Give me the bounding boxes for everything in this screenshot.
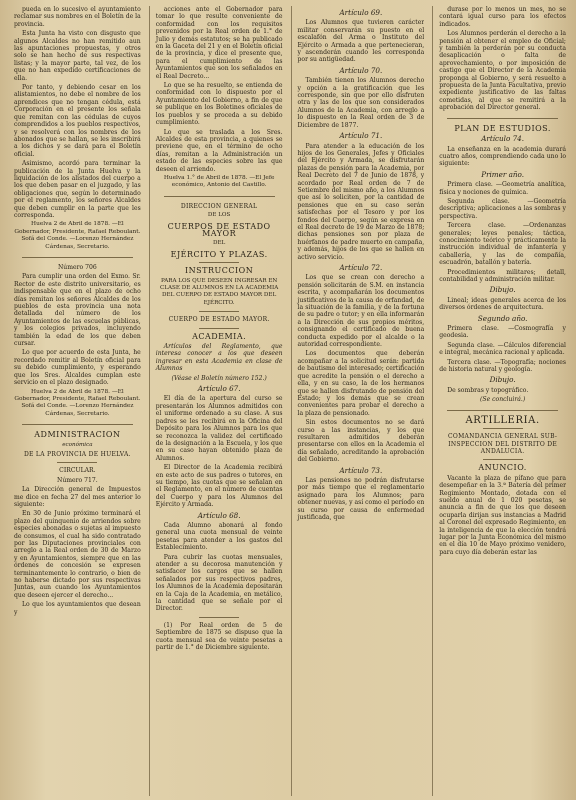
- paragraph: Las pensiones no podrán disfrutarse por más tiempo que el reglamentario asignado para los Alumnos; para obtener nuevas, y así como el período en su curso por causa de enfermedad justificada, que: [297, 476, 425, 521]
- divider: [447, 118, 558, 119]
- section-heading: ADMINISTRACION: [34, 430, 121, 440]
- paragraph: Los Alumnos perderán el derecho a la pensión al obtener el empleo de Oficial; y también la perderán por su conducta desaplicación o falta de aprovechamiento, o por imposición de castigo que el Director de la Academia proponga al Gobierno, y será resuelto a propuesta de la Junta Facultativa, previo expediente justificativo de las faltas cometidas, al que se remitirá a la aprobación del Director general.: [439, 30, 566, 112]
- paragraph: Por tanto, y debiendo cesar en los alistamientos, no debe el nombre de los aprendices que no tengan cédula, está Corporación en el presente los señala que remitan con las cédulas de cuyos comprendidos a los pueblos respectivos, y se resolverá con los nombres de los abonados que se hallan, se les inscribirá a los dichos y se dará para el Boletín oficial.: [14, 84, 141, 158]
- paragraph: Lo que se traslada a los Sres. Alcaldes de esta provincia, a quienes se previene que, en el término de ocho días, remitan a la Administración un estado de las especies sobre las que deseen el arriendo.: [155, 128, 283, 173]
- direction-heading: CUERPOS DE ESTADO MAYOR: [167, 221, 271, 238]
- paragraph: La Dirección general de Impuestos me dice en fecha 27 del mes anterior lo siguiente:: [14, 486, 141, 508]
- article-heading: Artículo 70.: [339, 65, 383, 75]
- signature-block: Huelva 1.° de Abril de 1878. —El Jefe económico, Antonio del Castillo.: [163, 174, 275, 189]
- reference-note: (Véase el Boletín número 152.): [171, 374, 267, 382]
- class-item: Procedimientos militares; detall, contabilidad y administración militar.: [439, 268, 566, 283]
- circular-label: CIRCULAR.: [59, 467, 96, 475]
- paragraph: En 30 de Junio próximo terminará el plazo del quinquenio de arriendos sobre especies abonadas o sujetas al impuesto de consumos, el cual ha sido contratado por las Diputaciones provinciales con arreglo a la Real orden de 30 de Marzo y en Ayuntamientos, siempre que en las órdenes de concesión se expresen terminantemente lo contrario, o bien de no haberse dictado por sus respectivas Juntas, aun cuando los Ayuntamientos que deseen ejercer el derecho...: [14, 510, 141, 599]
- column-4: [432, 6, 566, 796]
- paragraph: Los que se crean con derecho a pensión solicitarán de S.M. en instancia escrita, y acompañarán los documentos justificativos de la causa de orfandad, de la situación de la familia, y de la fortuna de su padre o tutor; y en ella informarán a la Dirección de sus propios méritos, consignando el certificado de buena conducta expedido por el alcalde o la autoridad correspondiente.: [297, 274, 425, 349]
- paragraph: Vacante la plaza de pífano que para desempeñar en la 3.ª Batería del primer Regimiento Montado, dotada con el sueldo anual de 1 020 pesetas, se anuncia a fin de que los que deseen ocuparla dirijan sus instancias a Madrid al Coronel del expresado Regimiento, en la inteligencia de que la elección tendrá lugar por la Junta Económica del mismo en el día 10 de Mayo próximo venidero, para cuyo día deberán estar las: [439, 474, 566, 556]
- divider: [199, 311, 239, 312]
- paragraph: El Director de la Academia recibirá en este acto de sus padres o tutores, en su tiempo, las cuotas que se señalan en el Reglamento, en el número de cuentas del Cuerpo y para los Alumnos del Ejército y Armada.: [155, 464, 283, 509]
- article-heading: Artículo 74.: [481, 134, 525, 144]
- divider: [483, 459, 523, 460]
- subject-heading: Dibujo.: [489, 285, 516, 295]
- paragraph: Para atender a la educación de los hijos de los Generales, Jefes y Oficiales del Ejército y Armada, se disfrutarán plazas de pensión para la Academia, por Real Decreto del 7 de Junio de 1878, y acordado por Real orden de 7 de Setiembre del mismo año, a los Alumnos que así lo soliciten, por la cantidad de pensiones que en su caso serán satisfechas por el Tesoro y por los fondos del Cuerpo, según se expresa en el Real decreto de 19 de Marzo de 1878; dichas pensiones son por plaza de huérfanos de padre muerto en campaña, y además, hijos de los que se hallen en activo servicio.: [297, 142, 425, 261]
- paragraph: Lo que por acuerdo de esta Junta, he recordado remitir al Boletín oficial para su debido cumplimiento, y esperando que los Sres. Alcaldes cumplan este servicio en el plazo designado.: [14, 349, 141, 387]
- paragraph: También tienen los Alumnos derecho y opción a la gratificación que les corresponde, sin que por ello disfruten otra y las de los que son considerados Alumnos de la Academia, con arreglo a lo dispuesto en la Real orden de 3 de Diciembre de 1877.: [297, 77, 425, 129]
- academy-heading: ACADEMIA.: [192, 331, 247, 341]
- divider: [57, 462, 97, 463]
- divider: [199, 328, 239, 329]
- paragraph: Para cumplir una orden del Exmo. Sr. Rector de este distrito universitario, es indispensable que en el plazo de ocho días remitan los señores Alcaldes de los pueblos de esta provincia una nota detallada del número de los Ayuntamientos de las escuelas públicas, y los colegios privados, incluyendo también la edad de los que deben cursar.: [14, 273, 141, 348]
- paragraph: El día de la apertura del curso se presentarán los Alumnos admitidos con el uniforme ordenado a su clase. A sus padres se les recibirá en la Oficina del Depósito para los Alumnos para los que se reconozca la validez del certificado de la designación a la Escuela, y los que en su caso hayan obtenido plaza de Alumnos.: [155, 395, 283, 462]
- paragraph: Los Alumnos que tuvieren carácter militar conservarán su puesto en el escalafón del Arma o Instituto del Ejército o Armada a que pertenecieran, y ascenderán cuando les corresponda por su antigüedad.: [297, 19, 425, 64]
- paragraph: Lo que se ha resuelto, se entienda de conformidad con lo dispuesto por el Ayuntamiento del Gobierno, a fin de que se publique en los Boletines oficiales de los pueblos y se proceda a su debido cumplimiento.: [155, 82, 283, 127]
- command-heading: COMANDANCIA GENERAL SUB-INSPECCION DEL DISTRITO DE ANDALUCIA.: [447, 433, 558, 455]
- class-item: Tercera clase. —Topografía; nociones de historia natural y geología.: [439, 358, 566, 374]
- class-item: Tercera clase. —Ordenanzas generales; leyes penales; táctica, conocimiento teórico y prácticamente la instrucción individual de infantería y caballería, y las de compañía, escuadrón, batallón y batería.: [439, 222, 566, 267]
- divider: [22, 424, 133, 425]
- notice-number: Número 717.: [57, 476, 98, 484]
- signature-block: Huelva 2 de Abril de 1878. —El Gobernador, Presidente, Rafael Reboulant. Sofá del Conde. —Lorenzo Hernández Cárdenas, Secretario.: [14, 221, 141, 250]
- paragraph: De sombras y topográfico.: [447, 386, 529, 394]
- article-heading: Artículo 68.: [197, 510, 241, 520]
- class-item: Primera clase. —Cosmografía y geodesia.: [439, 325, 566, 340]
- direction-heading: DEL: [212, 240, 226, 247]
- article-heading: Artículo 69.: [339, 8, 383, 17]
- class-item: Primera clase. —Geometría analítica, física y nociones de química.: [439, 181, 566, 196]
- artillery-heading: ARTILLERIA.: [465, 414, 540, 426]
- instruction-heading: INSTRUCCION: [185, 266, 254, 276]
- paragraph: Los documentos que deberán acompañar a la solicitud serán: partida de bautismo del interesado; certificación que acredite la pensión o el derecho a ella, y en su caso, la de los hermanos que se hallen disfrutando de pensión del Estado; y los demás que se crean convenientes para probar el derecho a la plaza de pensionado.: [297, 350, 425, 417]
- direction-heading: EJÉRCITO Y PLAZAS.: [170, 249, 268, 259]
- paragraph: Para cubrir las cuotas mensuales, atender a su decorosa manutención y satisfacer los cargos que se hallen señalados por sus respectivos padres, los Alumnos de la Academia depositarán en la Caja de la Academia, en metálico, la cantidad que se señale por el Director.: [155, 553, 283, 613]
- divider: [447, 410, 558, 411]
- paragraph: durase por lo menos un mes, no se contará igual curso para los efectos indicados.: [439, 6, 566, 28]
- footnote: (1) Por Real orden de 5 de Septiembre de 1875 se dispuso que la cuota mensual sea de veinte pesetas a partir de 1.° de Diciembre siguiente.: [155, 621, 283, 652]
- column-1: [14, 6, 141, 796]
- article-heading: Artículo 71.: [339, 131, 383, 141]
- direction-heading: DIRECCION GENERAL: [180, 202, 258, 210]
- announcement-heading: ANUNCIO.: [478, 463, 527, 473]
- paragraph: Asimismo, acordó para terminar la publicación de la Junta Huelva y la liquidación de los alistados del cuerpo a los que deben pasar en el juzgado, y las obligaciones que, según lo determinado por el reglamento, los señores Alcaldes que deben cumplir en la parte que les corresponda.: [14, 160, 141, 219]
- divider: [22, 257, 133, 258]
- subject-heading: Dibujo.: [489, 375, 516, 385]
- paragraph: Lineal; ideas generales acerca de los diversos órdenes de arquitectura.: [439, 296, 566, 312]
- column-3: [291, 6, 425, 796]
- column-2: [149, 6, 283, 796]
- article-heading: Artículo 67.: [197, 384, 241, 394]
- paragraph: Lo que los ayuntamientos que desean y: [14, 601, 141, 616]
- year-heading: Segundo año.: [477, 313, 528, 323]
- divider: [483, 428, 523, 429]
- class-item: Segunda clase. —Cálculos diferencial e integral, mecánica racional y aplicada.: [439, 341, 566, 357]
- paragraph: La enseñanza en la academia durará cuatro años, comprendiendo cada uno lo siguiente:: [439, 145, 566, 168]
- notice-number: Número 706: [57, 264, 97, 271]
- divider: [164, 196, 275, 197]
- instruction-subheading: PARA LOS QUE DESEEN INGRESAR EN CLASE DE ALUMNOS EN LA ACADEMIA DEL CUERPO DE ESTADO MAYOR DEL EJÉRCITO.: [160, 277, 279, 306]
- paragraph: Esta Junta ha visto con disgusto que algunos Alcaldes no han remitido aun las apuntaciones propuestas, y otros solo se han hecho de sus respectivas listas; y la mayor parte, tal vez, de los que no han expedido certificaciones de ella.: [14, 30, 141, 82]
- direction-heading: DE LOS: [207, 212, 231, 219]
- signature-block: Huelva 2 de Abril de 1878. —El Gobernador, Presidente, Rafael Reboulant. Sofá del Conde. —Lorenzo Hernández Cárdenas, Secretario.: [14, 388, 141, 417]
- intro-text: Artículos del Reglamento, que interesa conocer a los que deseen ingresar en esta Academia en clase de Alumnos: [155, 343, 283, 373]
- plan-heading: PLAN DE ESTUDIOS.: [454, 123, 551, 133]
- divider: [199, 617, 239, 618]
- paragraph: Cada Alumno abonará al fondo general una cuota mensual de veinte pesetas para atender a los gastos del Establecimiento.: [155, 521, 283, 552]
- paragraph: acciones ante el Gobernador para tomar lo que resulte conveniente de conformidad con los requisitos prevenidos por la Real orden de 1.° de Julio y demás estatutos; se ha publicado en la Gaceta del 21 y en el Boletín oficial de la provincia, y dice el presente que, para el cumplimiento de las Ayuntamientos que son los señalados en el Real Decreto...: [155, 6, 283, 80]
- divider: [199, 262, 239, 263]
- article-heading: Artículo 72.: [339, 263, 383, 272]
- paragraph: pueda en lo sucesivo el ayuntamiento reclamar sus nombres en el Boletín de la provincia.: [14, 6, 141, 28]
- year-heading: Primer año.: [481, 169, 524, 179]
- section-subheading: económica: [62, 441, 93, 448]
- article-heading: Artículo 73.: [339, 465, 383, 475]
- section-subheading: DE LA PROVINCIA DE HUELVA.: [23, 450, 131, 458]
- class-item: Segunda clase. —Geometría descriptiva; aplicaciones a las sombras y perspectiva.: [439, 197, 566, 220]
- corps-heading: CUERPO DE ESTADO MAYOR.: [168, 316, 270, 324]
- continuation-note: (Se concluirá.): [480, 396, 526, 404]
- paragraph: Sin estos documentos no se dará curso a las instancias, y los que resultaren admitidos deberán presentarse con ellos en la Academia el día señalado, acreditando la aprobación del Gobierno.: [297, 419, 425, 464]
